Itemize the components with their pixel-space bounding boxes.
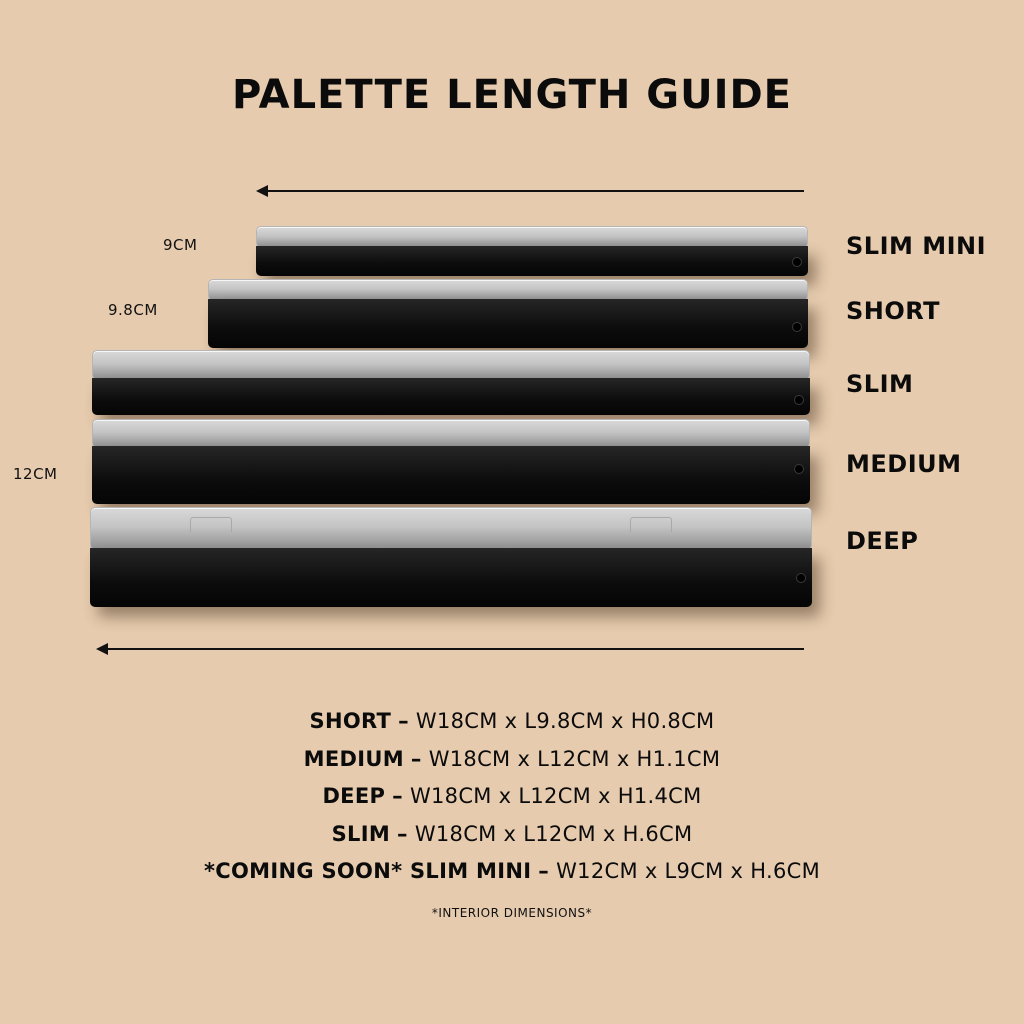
spec-dash: – bbox=[397, 821, 408, 846]
size-label-slim: SLIM bbox=[846, 370, 914, 398]
footnote: *INTERIOR DIMENSIONS* bbox=[431, 906, 593, 920]
page-title: PALETTE LENGTH GUIDE bbox=[232, 72, 792, 118]
spec-dims: W18CM x L9.8CM x H0.8CM bbox=[415, 709, 715, 733]
length-label-short: 9.8CM bbox=[108, 301, 158, 319]
top-length-arrow bbox=[256, 185, 804, 197]
palette-medium bbox=[92, 419, 810, 504]
spec-dash: – bbox=[398, 709, 409, 733]
spec-name: SHORT bbox=[309, 709, 392, 733]
spec-name: SLIM bbox=[331, 821, 391, 846]
bottom-length-arrow bbox=[96, 643, 804, 655]
length-label-medium: 12CM bbox=[13, 465, 58, 483]
spec-dims: W12CM x L9CM x H.6CM bbox=[556, 859, 820, 883]
size-label-slim-mini: SLIM MINI bbox=[846, 232, 987, 260]
palette-short bbox=[208, 279, 808, 348]
palette-deep bbox=[90, 507, 812, 607]
spec-dash: – bbox=[392, 784, 403, 808]
spec-dash: – bbox=[410, 746, 422, 771]
palette-slim bbox=[92, 350, 810, 415]
spec-dims: W18CM x L12CM x H.6CM bbox=[414, 821, 693, 846]
spec-name: *COMING SOON* SLIM MINI bbox=[204, 859, 532, 883]
size-label-deep: DEEP bbox=[846, 527, 919, 555]
size-label-short: SHORT bbox=[846, 297, 941, 325]
spec-name: MEDIUM bbox=[303, 746, 404, 771]
spec-line-slim-mini bbox=[0, 853, 1024, 891]
spec-line-deep bbox=[0, 778, 1024, 816]
spec-line-slim bbox=[0, 816, 1024, 854]
spec-name: DEEP bbox=[322, 784, 386, 808]
spec-dims: W18CM x L12CM x H1.1CM bbox=[428, 746, 721, 771]
length-label-slim-mini: 9CM bbox=[163, 236, 198, 254]
spec-dash: – bbox=[538, 859, 550, 883]
dimensions-list bbox=[0, 703, 1024, 891]
size-label-medium: MEDIUM bbox=[846, 450, 962, 478]
spec-line-short bbox=[0, 703, 1024, 741]
palette-slim-mini bbox=[256, 226, 808, 276]
spec-dims: W18CM x L12CM x H1.4CM bbox=[409, 784, 702, 808]
spec-line-medium bbox=[0, 741, 1024, 779]
